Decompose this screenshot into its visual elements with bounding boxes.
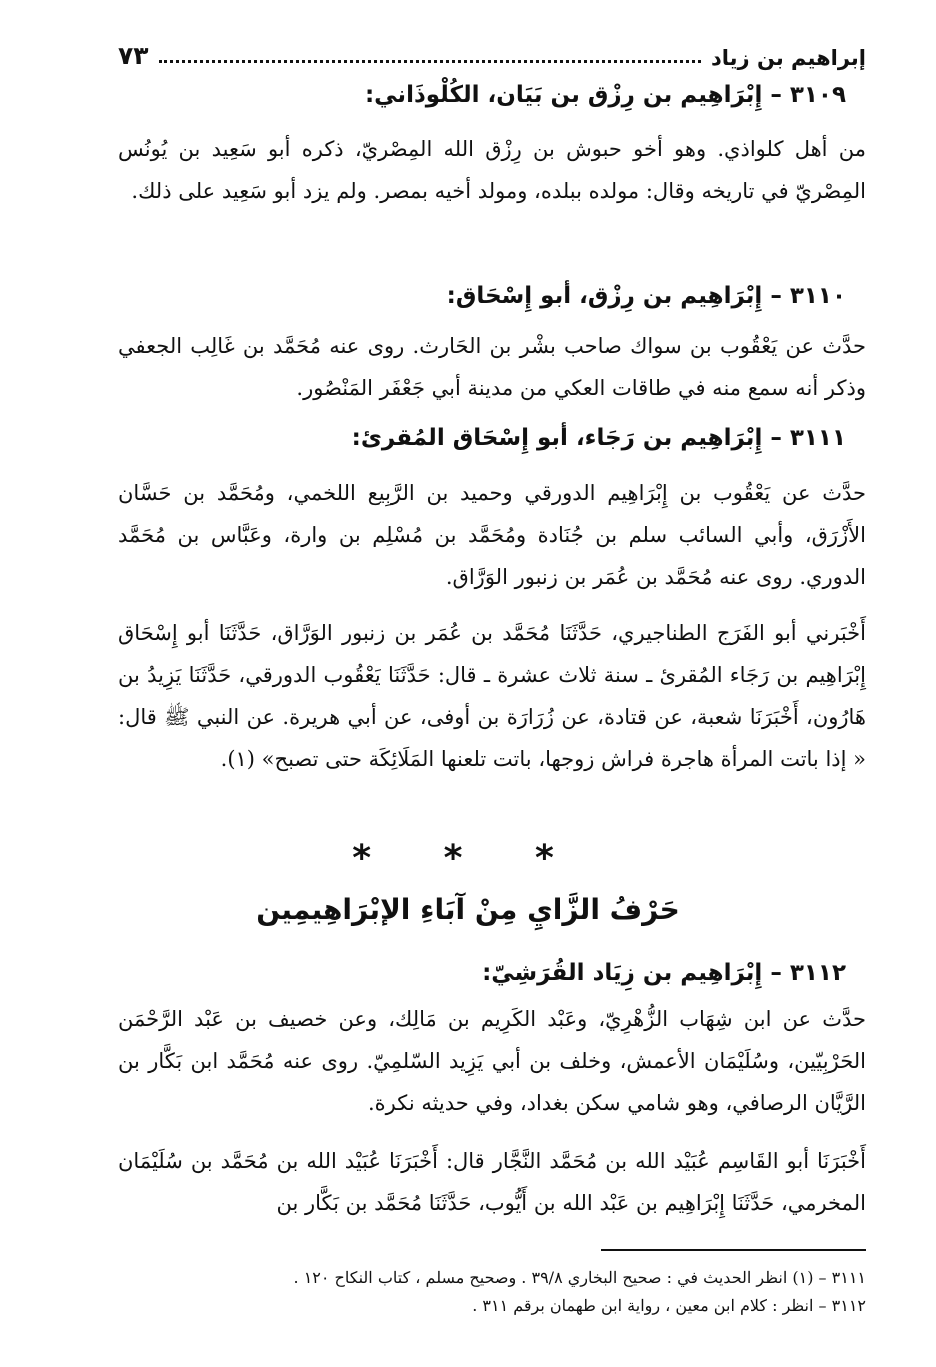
running-header	[118, 36, 866, 70]
chapter-title: حَرْفُ الزَّايِ مِنْ آبَاءِ الإبْرَاهِيمِين	[256, 893, 680, 926]
page-number: ٧٣	[118, 41, 149, 70]
dotted-leader	[159, 60, 701, 63]
running-title: إبراهيم بن زياد	[711, 46, 866, 70]
entry-3109-paragraph: من أهل كلواذي. وهو أخو حبوش بن رِزْق الله المِصْريّ، ذكره أبو سَعِيد بن يُونُس المِصْريّ في تاريخه وقال: مولده ببلده، ومولد أخيه بمصر. ولم يزد أبو سَعِيد على ذلك.	[118, 137, 866, 203]
entry-3110-paragraph: حدَّث عن يَعْقُوب بن سواك صاحب بشْر بن الحَارث. روى عنه مُحَمَّد بن غَالِب الجعفي وذكر أنه سمع منه في طاقات العكي من مدينة أبي جَعْفَر المَنْصُور.	[118, 334, 866, 400]
entry-heading-3111: ٣١١١ – إِبْرَاهِيم بن رَجَاء، أبو إِسْحَاق المُقرئ:	[351, 425, 846, 451]
entry-3112-paragraph-2: أَخْبَرَنَا أبو القَاسِم عُبَيْد الله بن مُحَمَّد النَّجَّار قال: أَخْبَرَنَا عُبَيْد الله بن مُحَمَّد بن سُلَيْمَان المخرمي، حَدَّثَنَا إِبْرَاهِيم بن عَبْد الله بن أَيُّوب، حَدَّثَنَا مُحَمَّد بن بَكَّار بن	[118, 1149, 866, 1215]
entry-3112-paragraph-1: حدَّث عن ابن شِهَاب الزُّهْرِيّ، وعَبْد الكَرِيم بن مَالِك، وعن خصيف بن عَبْد الرَّحْمَن الحَرْبِيّين، وسُلَيْمَان الأعمش، وخلف بن أبي يَزِيد السّلمِيّ. روى عنه مُحَمَّد ابن بَكَّار بن الرَّيَّان الرصافي، وهو شامي سكن بغداد، وفي حديثه نكرة.	[118, 1007, 866, 1115]
section-separator: * * *	[352, 838, 584, 879]
entry-3111-paragraph-2: أَخْبَرني أبو الفَرَج الطناجيري، حَدَّثَنَا مُحَمَّد بن عُمَر بن زنبور الوَرَّاق، حَدَّثَنَا أبو إِسْحَاق إِبْرَاهِيم بن رَجَاء المُقرئ ـ سنة ثلاث عشرة ـ قال: حَدَّثَنَا يَعْقُوب الدورقي، حَدَّثَنَا يَزِيدُ بن هَارُون، أَخْبَرَنَا شعبة، عن قتادة، عن زُرَارَة بن أوفى، عن أبي هريرة. عن النبي ﷺ قال: « إذا باتت المرأة هاجرة فراش زوجها، باتت تلعنها المَلَائِكَة حتى تصبح» (١).	[118, 621, 866, 771]
footnote-3111: ٣١١١ – (١) انظر الحديث في : صحيح البخاري ٣٩/٨ . وصحيح مسلم ، كتاب النكاح ١٢٠ .	[293, 1268, 866, 1287]
footnote-rule	[601, 1249, 866, 1251]
footnote-3112: ٣١١٢ – انظر : كلام ابن معين ، رواية ابن طهمان برقم ٣١١ .	[472, 1296, 866, 1315]
entry-heading-3109: ٣١٠٩ – إِبْرَاهِيم بن رِزْق بن بَيَان، الكُلْوذَاني:	[364, 82, 846, 108]
entry-heading-3110: ٣١١٠ – إِبْرَاهِيم بن رِزْق، أبو إِسْحَاق:	[446, 283, 846, 309]
entry-heading-3112: ٣١١٢ – إِبْرَاهِيم بن زِيَاد القُرَشِيّ:	[482, 960, 846, 986]
entry-3111-paragraph-1: حدَّث عن يَعْقُوب بن إِبْرَاهِيم الدورقي وحميد بن الرَّبِيع اللخمي، ومُحَمَّد بن حَسَّان الأَزْرَق، وأبي السائب سلم بن جُنَادة ومُحَمَّد بن مُسْلِم بن وارة، وعَبَّاس بن مُحَمَّد الدوري. روى عنه مُحَمَّد بن عُمَر بن زنبور الوَرَّاق.	[118, 481, 866, 589]
